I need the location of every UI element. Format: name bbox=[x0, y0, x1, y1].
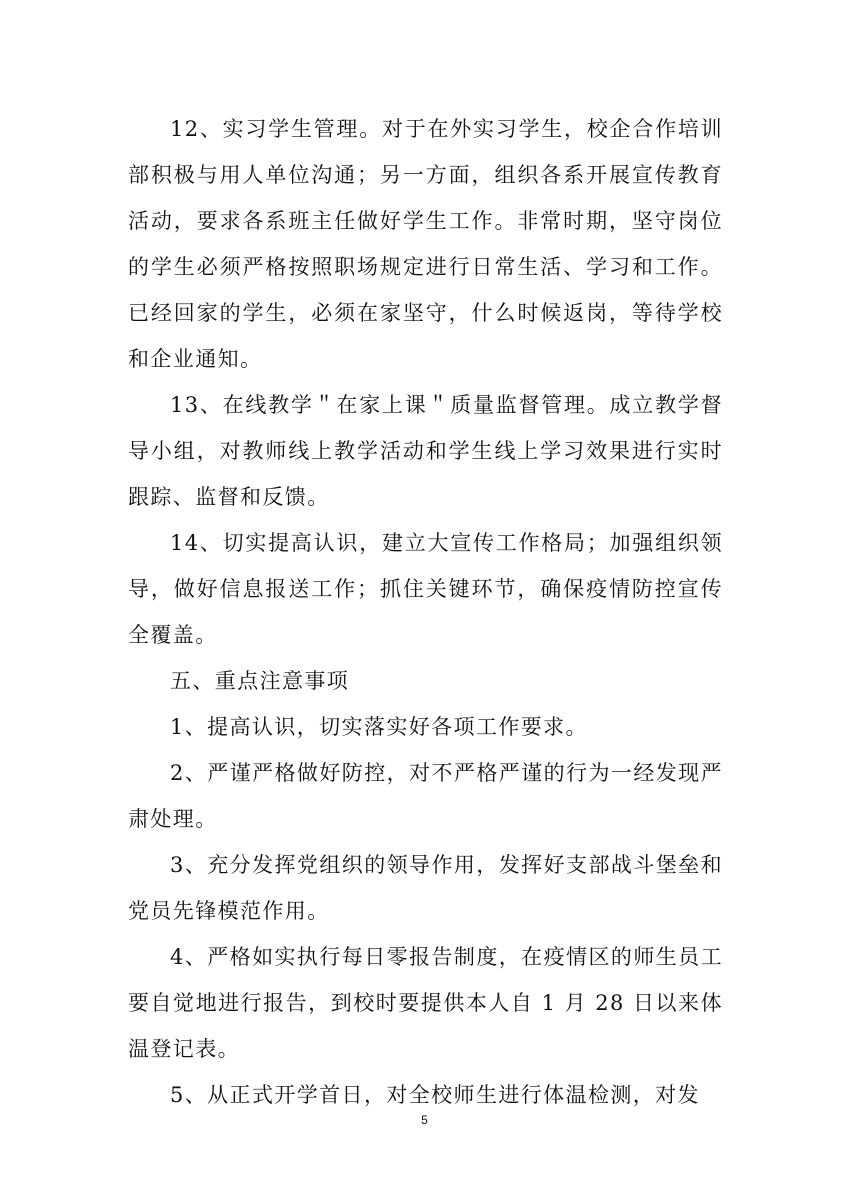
document-body bbox=[128, 106, 723, 1118]
paragraph-note-2: 2、严谨严格做好防控，对不严格严谨的行为一经发现严肃处理。 bbox=[128, 761, 723, 831]
paragraph-note-4: 4、严格如实执行每日零报告制度，在疫情区的师生员工要自觉地进行报告，到校时要提供本人自 1 月 28 日以来体温登记表。 bbox=[128, 945, 723, 1061]
paragraph-note-5: 5、从正式开学首日，对全校师生进行体温检测，对发 bbox=[170, 1083, 700, 1107]
paragraph-item-13-online-teaching: 13、在线教学＂在家上课＂质量监督管理。成立教学督导小组，对教师线上教学活动和学生线上学习效果进行实时跟踪、监督和反馈。 bbox=[128, 393, 723, 509]
paragraph-item-12-intern-management: 12、实习学生管理。对于在外实习学生，校企合作培训部积极与用人单位沟通；另一方面，组织各系开展宣传教育活动，要求各系班主任做好学生工作。非常时期，坚守岗位的学生必须严格按照职场规定进行日常生活、学习和工作。已经回家的学生，必须在家坚守，什么时候返岗，等待学校和企业通知。 bbox=[128, 117, 723, 371]
paragraph-note-3: 3、充分发挥党组织的领导作用，发挥好支部战斗堡垒和党员先锋模范作用。 bbox=[128, 853, 723, 923]
paragraph-note-1: 1、提高认识，切实落实好各项工作要求。 bbox=[170, 715, 588, 739]
paragraph-item-14-publicity: 14、切实提高认识，建立大宣传工作格局；加强组织领导，做好信息报送工作；抓住关键环节，确保疫情防控宣传全覆盖。 bbox=[128, 531, 723, 647]
section-heading-key-notes: 五、重点注意事项 bbox=[170, 669, 350, 693]
page-number: 5 bbox=[421, 1113, 428, 1127]
